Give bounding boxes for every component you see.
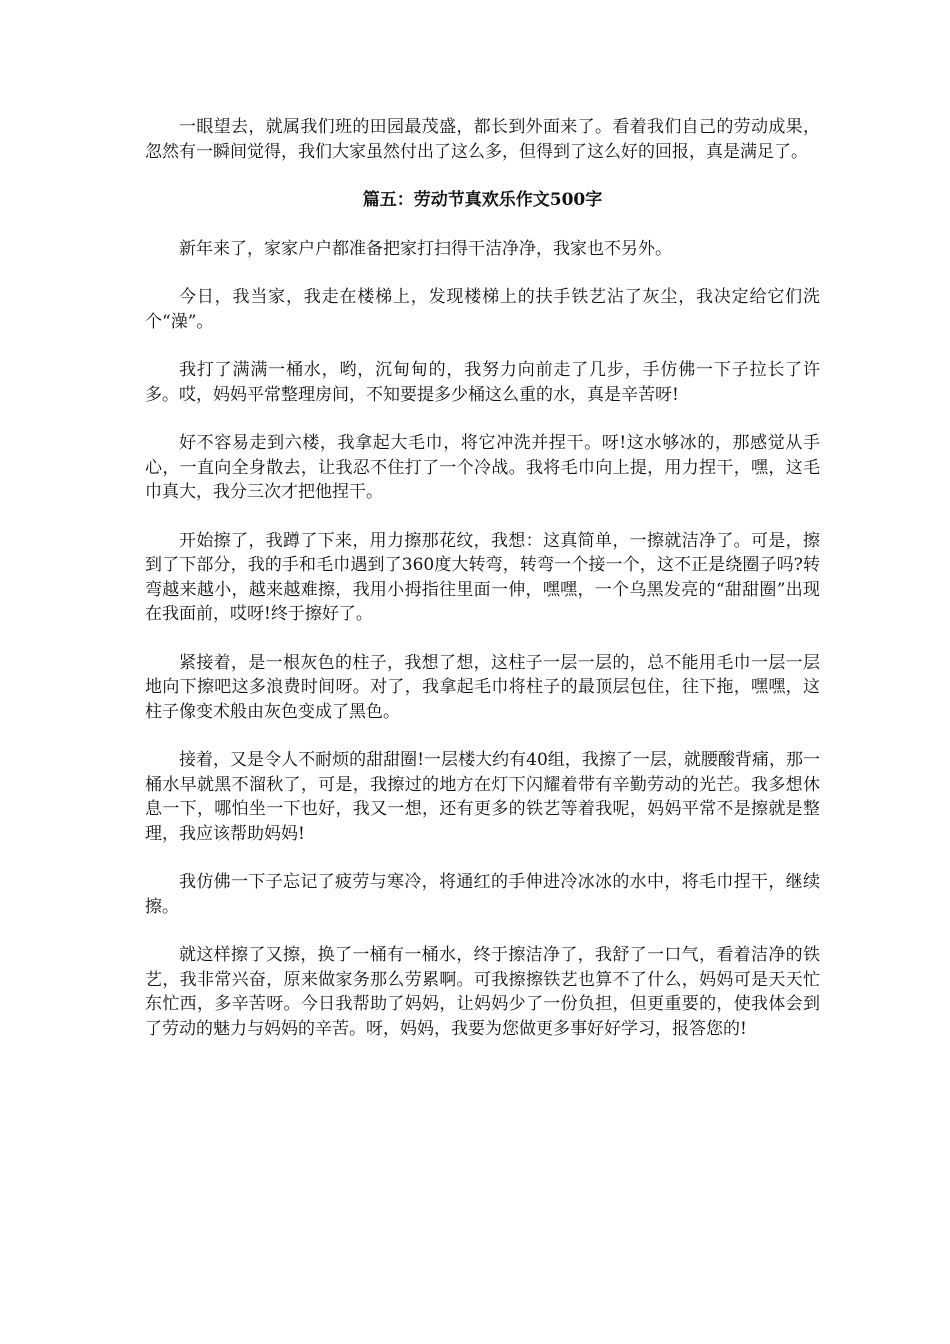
paragraph: 我仿佛一下子忘记了疲劳与寒冷，将通红的手伸进冷冰冰的水中，将毛巾捏干，继续擦。	[145, 872, 820, 917]
paragraph: 我打了满满一桶水，哟，沉甸甸的，我努力向前走了几步，手仿佛一下子拉长了许多。哎，妈妈平常整理房间，不知要提多少桶这么重的水，真是辛苦呀!	[145, 360, 820, 405]
paragraph: 今日，我当家，我走在楼梯上，发现楼梯上的扶手铁艺沾了灰尘，我决定给它们洗个“澡”。	[145, 287, 820, 332]
intro-paragraph: 一眼望去，就属我们班的田园最茂盛，都长到外面来了。看着我们自己的劳动成果，忽然有一瞬间觉得，我们大家虽然付出了这么多，但得到了这么好的回报，真是满足了。	[145, 117, 820, 162]
paragraph: 新年来了，家家户户都准备把家打扫得干洁净净，我家也不另外。	[179, 238, 672, 259]
paragraph: 就这样擦了又擦，换了一桶有一桶水，终于擦洁净了，我舒了一口气，看着洁净的铁艺，我非常兴奋，原来做家务那么劳累啊。可我擦擦铁艺也算不了什么，妈妈可是天天忙东忙西，多辛苦呀。今日我帮助了妈妈，让妈妈少了一份负担，但更重要的，使我体会到了劳动的魅力与妈妈的辛苦。呀，妈妈，我要为您做更多事好好学习，报答您的!	[145, 945, 820, 1039]
paragraph: 开始擦了，我蹲了下来，用力擦那花纹，我想：这真简单，一擦就洁净了。可是，擦到了下部分，我的手和毛巾遇到了360度大转弯，转弯一个接一个，这不正是绕圈子吗?转弯越来越小，越来越难擦，我用小拇指往里面一伸，嘿嘿，一个乌黑发亮的“甜甜圈”出现在我面前，哎呀!终于擦好了。	[145, 530, 820, 624]
paragraph: 好不容易走到六楼，我拿起大毛巾，将它冲洗并捏干。呀!这水够冰的，那感觉从手心，一直向全身散去，让我忍不住打了一个冷战。我将毛巾向上提，用力捏干，嘿，这毛巾真大，我分三次才把他捏干。	[145, 433, 820, 502]
paragraph: 接着，又是令人不耐烦的甜甜圈!一层楼大约有40组，我擦了一层，就腰酸背痛，那一桶水早就黑不溜秋了，可是，我擦过的地方在灯下闪耀着带有辛勤劳动的光芒。我多想休息一下，哪怕坐一下也好，我又一想，还有更多的铁艺等着我呢，妈妈平常不是擦就是整理，我应该帮助妈妈!	[145, 750, 820, 844]
document-body	[145, 115, 820, 1065]
section-title: 篇五：劳动节真欢乐作文500字	[362, 190, 603, 210]
paragraph: 紧接着，是一根灰色的柱子，我想了想，这柱子一层一层的，总不能用毛巾一层一层地向下擦吧这多浪费时间呀。对了，我拿起毛巾将柱子的最顶层包住，往下拖，嘿嘿，这柱子像变术般由灰色变成了黑色。	[145, 652, 820, 722]
